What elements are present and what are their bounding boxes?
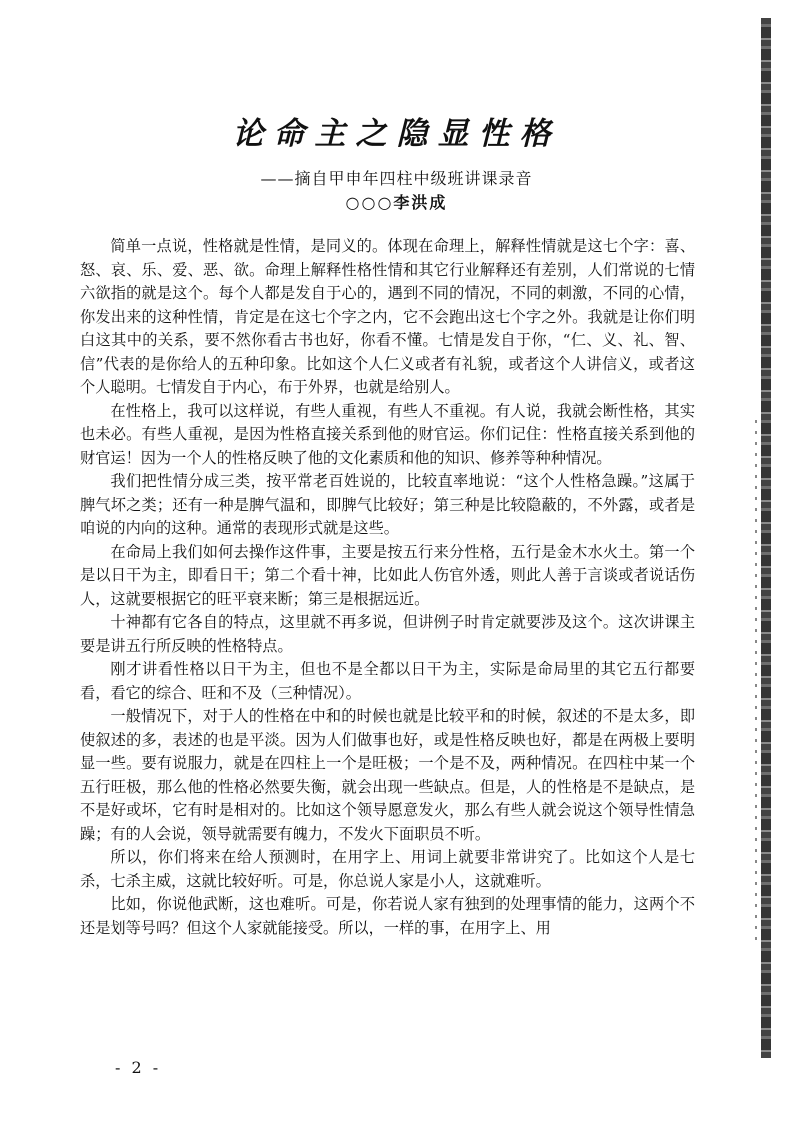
paragraph: 我们把性情分成三类，按平常老百姓说的，比较直率地说：“这个人性格急躁。”这属于脾气坏之类；还有一种是脾气温和，即脾气比较好；第三种是比较隐蔽的，不外露，或者是咱说的内向的这种。通常的表现形式就是这些。 <box>80 472 695 537</box>
scan-binding-shadow <box>755 420 757 940</box>
paragraph: 简单一点说，性格就是性情，是同义的。体现在命理上，解释性情就是这七个字：喜、怒、哀、乐、爱、恶、欲。命理上解释性格性情和其它行业解释还有差别，人们常说的七情六欲指的就是这个。每个人都是发自于心的，遇到不同的情况，不同的刺激，不同的心情，你发出来的这种性情，肯定是在这七个字之内，它不会跑出这七个字之外。我就是让你们明白这其中的关系，要不然你看古书也好，你看不懂。七情是发自于你，“仁、义、礼、智、信”代表的是你给人的五种印象。比如这个人仁义或者有礼貌，或者这个人讲信义，或者这个人聪明。七情发自于内心，布于外界，也就是给别人。 <box>80 237 695 396</box>
paragraph: 在命局上我们如何去操作这件事，主要是按五行来分性格，五行是金木水火土。第一个是以日干为主，即看日干；第二个看十神，比如此人伤官外透，则此人善于言谈或者说话伤人，这就要根据它的旺平衰来断；第三是根据远近。 <box>80 542 695 608</box>
document-author: ○○○李洪成 <box>345 193 448 212</box>
document-title: 论命主之隐显性格 <box>232 116 561 152</box>
paragraph: 所以，你们将来在给人预测时，在用字上、用词上就要非常讲究了。比如这个人是七杀，七杀主威，这就比较好听。可是，你总说人家是小人，这就难听。 <box>80 848 695 890</box>
paragraph: 在性格上，我可以这样说，有些人重视，有些人不重视。有人说，我就会断性格，其实也未必。有些人重视，是因为性格直接关系到他的财官运。你们记住：性格直接关系到他的财官运！因为一个人的性格反映了他的文化素质和他的知识、修养等种种情况。 <box>80 401 695 467</box>
paragraph: 刚才讲看性格以日干为主，但也不是全都以日干为主，实际是命局里的其它五行都要看，看它的综合、旺和不及（三种情况）。 <box>80 660 695 702</box>
paragraph: 一般情况下，对于人的性格在中和的时候也就是比较平和的时候，叙述的不是太多，即使叙述的多，表述的也是平淡。因为人们做事也好，或是性格反映也好，都是在两极上要明显一些。要有说服力，就是在四柱上一个是旺极；一个是不及，两种情况。在四柱中某一个五行旺极，那么他的性格必然要失衡，就会出现一些缺点。但是，人的性格是不是缺点，是不是好或坏，它有时是相对的。比如这个领导愿意发火，那么有些人就会说这个领导性情急躁；有的人会说，领导就需要有魄力，不发火下面职员不听。 <box>80 707 695 843</box>
paragraph: 十神都有它各自的特点，这里就不再多说，但讲例子时肯定就要涉及这个。这次讲课主要是讲五行所反映的性格特点。 <box>80 613 695 655</box>
document-subtitle: ——摘自甲申年四柱中级班讲课录音 <box>260 169 533 188</box>
document-body <box>80 235 695 940</box>
paragraph: 比如，你说他武断，这也难听。可是，你若说人家有独到的处理事情的能力，这两个不还是划等号吗？但这个人家就能接受。所以，一样的事，在用字上、用 <box>80 895 695 937</box>
page-number: - 2 - <box>115 1058 162 1077</box>
